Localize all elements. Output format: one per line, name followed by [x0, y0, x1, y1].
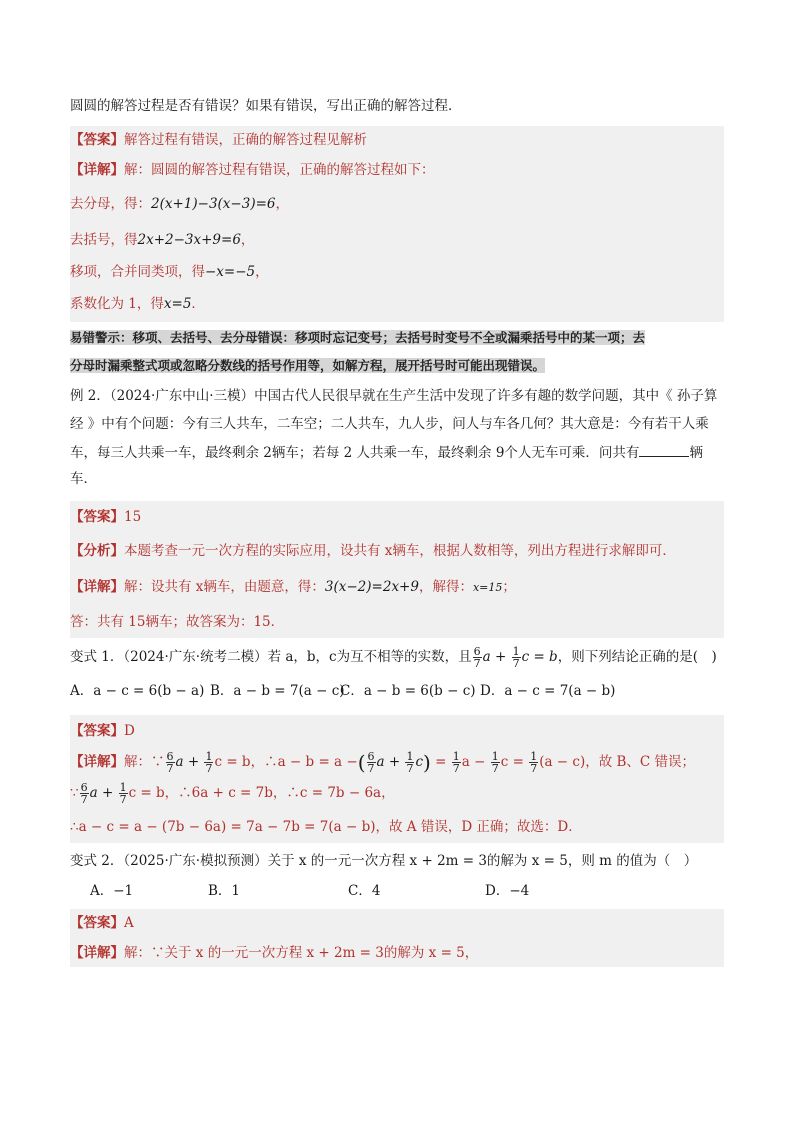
var2-options: [70, 873, 724, 905]
var2-option-a: A．−1: [90, 883, 134, 899]
warning-block: [70, 326, 724, 380]
var2-q-line: 变式 2．（2025·广东·模拟预测）关于 x 的一元一次方程 x + 2m = 3的解为 x = 5，则 m 的值为（ ）: [70, 853, 698, 869]
document-page: [70, 96, 724, 967]
step3-label: 移项，合并同类项，得: [70, 264, 205, 280]
step4-line: [70, 286, 724, 322]
step4-end: ．: [191, 296, 205, 312]
step2-end: ，: [240, 232, 255, 248]
answer-tag: 【答案】: [70, 132, 124, 148]
step1-line: [70, 184, 724, 218]
detail-tag: 【详解】: [70, 162, 124, 178]
variant1-question: [70, 644, 724, 707]
var2-option-d: D．−4: [485, 883, 530, 899]
step1-math: 2(x+1)−3(x−3)=6: [151, 196, 276, 212]
var1-answer-line: 【答案】D: [70, 723, 135, 739]
step2-line: [70, 218, 724, 254]
example2-solution-block: [70, 501, 724, 638]
var1-option-a: A．a − c = 6(b − a): [70, 683, 205, 699]
var1-line2: ∵ $\frac{6}{7}$ a + $\frac{1}{7}$ c = b，∴6a + c = 7b，∴c = 7b − 6a，: [70, 781, 395, 806]
var1-options: [70, 671, 724, 707]
variant2-solution-block: [70, 909, 724, 967]
step2-math: 2x+2−3x+9=6: [137, 232, 241, 248]
ex2-q-line2: 经 》中有个问题：今有三人共车，二车空；二人共车，九人步，问人与车各几何？其大意是：今有若干人乘: [70, 416, 709, 432]
variant2-question: [70, 849, 724, 905]
step2-label: 去括号，得: [70, 232, 138, 248]
step3-line: [70, 254, 724, 286]
var1-line3: ∴a − c = a − (7b − 6a) = 7a − 7b = 7(a − b)，故 A 错误，D 正确；故选：D．: [70, 819, 582, 835]
warning-line-1: 易错警示：移项、去括号、去分母错误：移项时忘记变号；去括号时变号不全或漏乘括号中的某一项；去: [70, 330, 646, 345]
ex2-analysis-line: 【分析】本题考查一元一次方程的实际应用，设共有 x辆车，根据人数相等，列出方程进行求解即可．: [70, 543, 676, 559]
ex2-q-line3: 车，每三人共乘一车，最终剩余 2辆车；若每 2 人共乘一车，最终剩余 9个人无车可乘．问共有 辆: [70, 438, 724, 467]
answer-blank: [639, 442, 689, 457]
step4-label: 系数化为 1，得: [70, 296, 164, 312]
variant1-solution-block: [70, 715, 724, 843]
example1-solution-block: [70, 126, 724, 322]
step1-end: ，: [275, 196, 289, 212]
var1-detail-line: 【详解】解：∵ $\frac{6}{7}$ a + $\frac{1}{7}$ c = b，∴a − b = a −( $\frac{6}{7}$ a + $\frac{1}{7}$ c) = $\frac{1}{7}$ a − $\frac{1}{7}$ c = $\frac{1}{7}$ (a − c)，故 B、C 错误；: [70, 750, 696, 775]
answer-text: 解答过程有错误，正确的解答过程见解析: [124, 132, 367, 148]
ex2-answer-line: 【答案】15: [70, 509, 142, 525]
var1-option-c: C．a − b = 6(b − c): [340, 683, 476, 699]
var2-detail-line: 【详解】解：∵关于 x 的一元一次方程 x + 2m = 3的解为 x = 5，: [70, 945, 479, 961]
ex2-q-line1: 例 2．（2024·广东中山·三模）中国古代人民很早就在生产生活中发现了许多有趣的数学问题，其中《 孙子算: [70, 388, 718, 404]
ex2-q-line4: 车．: [70, 471, 97, 487]
ex2-detail-line: 【详解】解：设共有 x辆车，由题意，得：3(x−2)=2x+9，解得：x=15；: [70, 579, 516, 595]
step3-end: ，: [255, 264, 269, 280]
intro-text: 圆圆的解答过程是否有错误？如果有错误，写出正确的解答过程．: [70, 98, 462, 114]
detail-line: [70, 154, 724, 184]
warning-line-2: 分母时漏乘整式项或忽略分数线的括号作用等，如解方程，展开括号时可能出现错误。: [70, 358, 546, 373]
ex2-final-line: 答：共有 15辆车；故答案为：15．: [70, 614, 285, 630]
answer-line: [70, 126, 724, 154]
var1-option-b: B．a − b = 7(a − c): [210, 683, 345, 699]
step4-math: x=5: [163, 296, 192, 312]
example2-question: [70, 384, 724, 493]
var2-option-b: B．1: [208, 883, 241, 899]
ex2-answer-text: 15: [124, 509, 142, 525]
var2-option-c: C．4: [348, 883, 381, 899]
var1-q-line: 变式 1．（2024·广东·统考二模）若 a，b，c为互不相等的实数，且 $\frac{6}{7}$ a + $\frac{1}{7}$ c = b，则下列结论正确的是( ): [70, 645, 717, 670]
var2-answer-line: 【答案】A: [70, 915, 134, 931]
ex2-analysis-text: 本题考查一元一次方程的实际应用，设共有 x辆车，根据人数相等，列出方程进行求解即可．: [124, 543, 676, 559]
step1-label: 去分母，得：: [70, 196, 151, 212]
step3-math: −x=−5: [205, 264, 256, 280]
detail-text: 解：圆圆的解答过程有错误，正确的解答过程如下：: [124, 162, 435, 178]
var1-option-d: D．a − c = 7(a − b): [480, 683, 616, 699]
